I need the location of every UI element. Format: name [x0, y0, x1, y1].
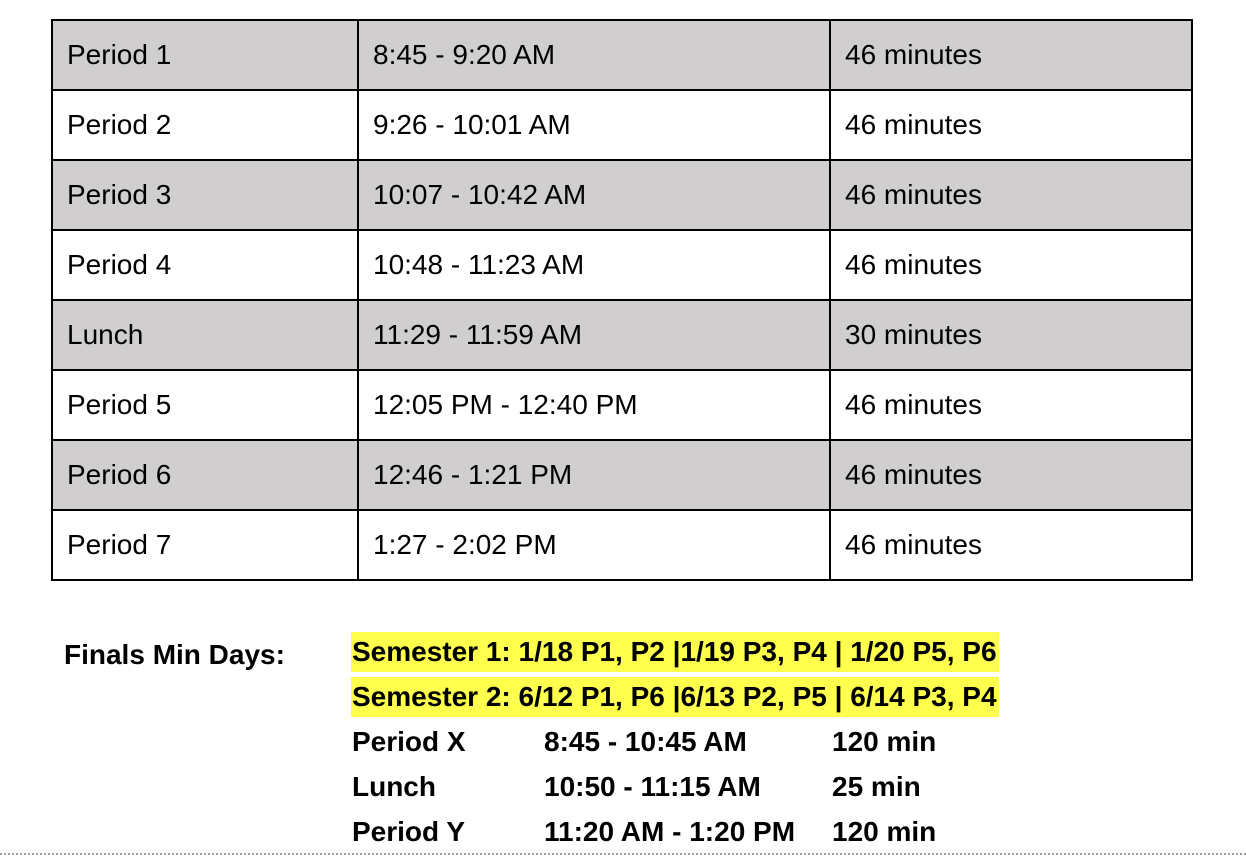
table-row [52, 20, 1192, 90]
table-row [52, 440, 1192, 510]
period-time-cell: 12:05 PM - 12:40 PM [358, 370, 830, 440]
period-duration-cell: 30 minutes [830, 300, 1192, 370]
table-row [52, 230, 1192, 300]
period-duration-cell: 46 minutes [830, 160, 1192, 230]
table-row [52, 160, 1192, 230]
period-name-cell: Period 4 [52, 230, 358, 300]
period-name-cell: Period 5 [52, 370, 358, 440]
semester-1-highlight: Semester 1: 1/18 P1, P2 |1/19 P3, P4 | 1/20 P5, P6 [351, 632, 999, 672]
period-name-cell: Lunch [52, 300, 358, 370]
finals-period-name: Lunch [352, 771, 436, 802]
finals-period-duration: 120 min [832, 816, 937, 847]
period-duration-cell: 46 minutes [830, 20, 1192, 90]
period-time-cell: 9:26 - 10:01 AM [358, 90, 830, 160]
table-row [52, 510, 1192, 580]
period-time-cell: 11:29 - 11:59 AM [358, 300, 830, 370]
period-duration-cell: 46 minutes [830, 440, 1192, 510]
period-time-cell: 1:27 - 2:02 PM [358, 510, 830, 580]
finals-period-time: 10:50 - 11:15 AM [544, 771, 761, 802]
period-name-cell: Period 2 [52, 90, 358, 160]
period-name-cell: Period 7 [52, 510, 358, 580]
period-duration-cell: 46 minutes [830, 90, 1192, 160]
period-name-cell: Period 3 [52, 160, 358, 230]
period-duration-cell: 46 minutes [830, 510, 1192, 580]
table-row [52, 90, 1192, 160]
period-time-cell: 12:46 - 1:21 PM [358, 440, 830, 510]
period-name-cell: Period 1 [52, 20, 358, 90]
finals-period-duration: 120 min [832, 726, 937, 757]
period-time-cell: 8:45 - 9:20 AM [358, 20, 830, 90]
period-time-cell: 10:48 - 11:23 AM [358, 230, 830, 300]
period-time-cell: 10:07 - 10:42 AM [358, 160, 830, 230]
period-name-cell: Period 6 [52, 440, 358, 510]
finals-label: Finals Min Days: [64, 639, 285, 670]
period-duration-cell: 46 minutes [830, 230, 1192, 300]
finals-period-name: Period Y [352, 816, 466, 847]
finals-period-duration: 25 min [832, 771, 921, 802]
page-break-divider [0, 853, 1246, 855]
table-row [52, 300, 1192, 370]
table-row [52, 370, 1192, 440]
bell-schedule-table [51, 19, 1193, 581]
finals-period-name: Period X [352, 726, 466, 757]
period-duration-cell: 46 minutes [830, 370, 1192, 440]
semester-2-highlight: Semester 2: 6/12 P1, P6 |6/13 P2, P5 | 6/14 P3, P4 [351, 677, 999, 717]
finals-period-time: 8:45 - 10:45 AM [544, 726, 747, 757]
finals-period-time: 11:20 AM - 1:20 PM [544, 816, 796, 847]
